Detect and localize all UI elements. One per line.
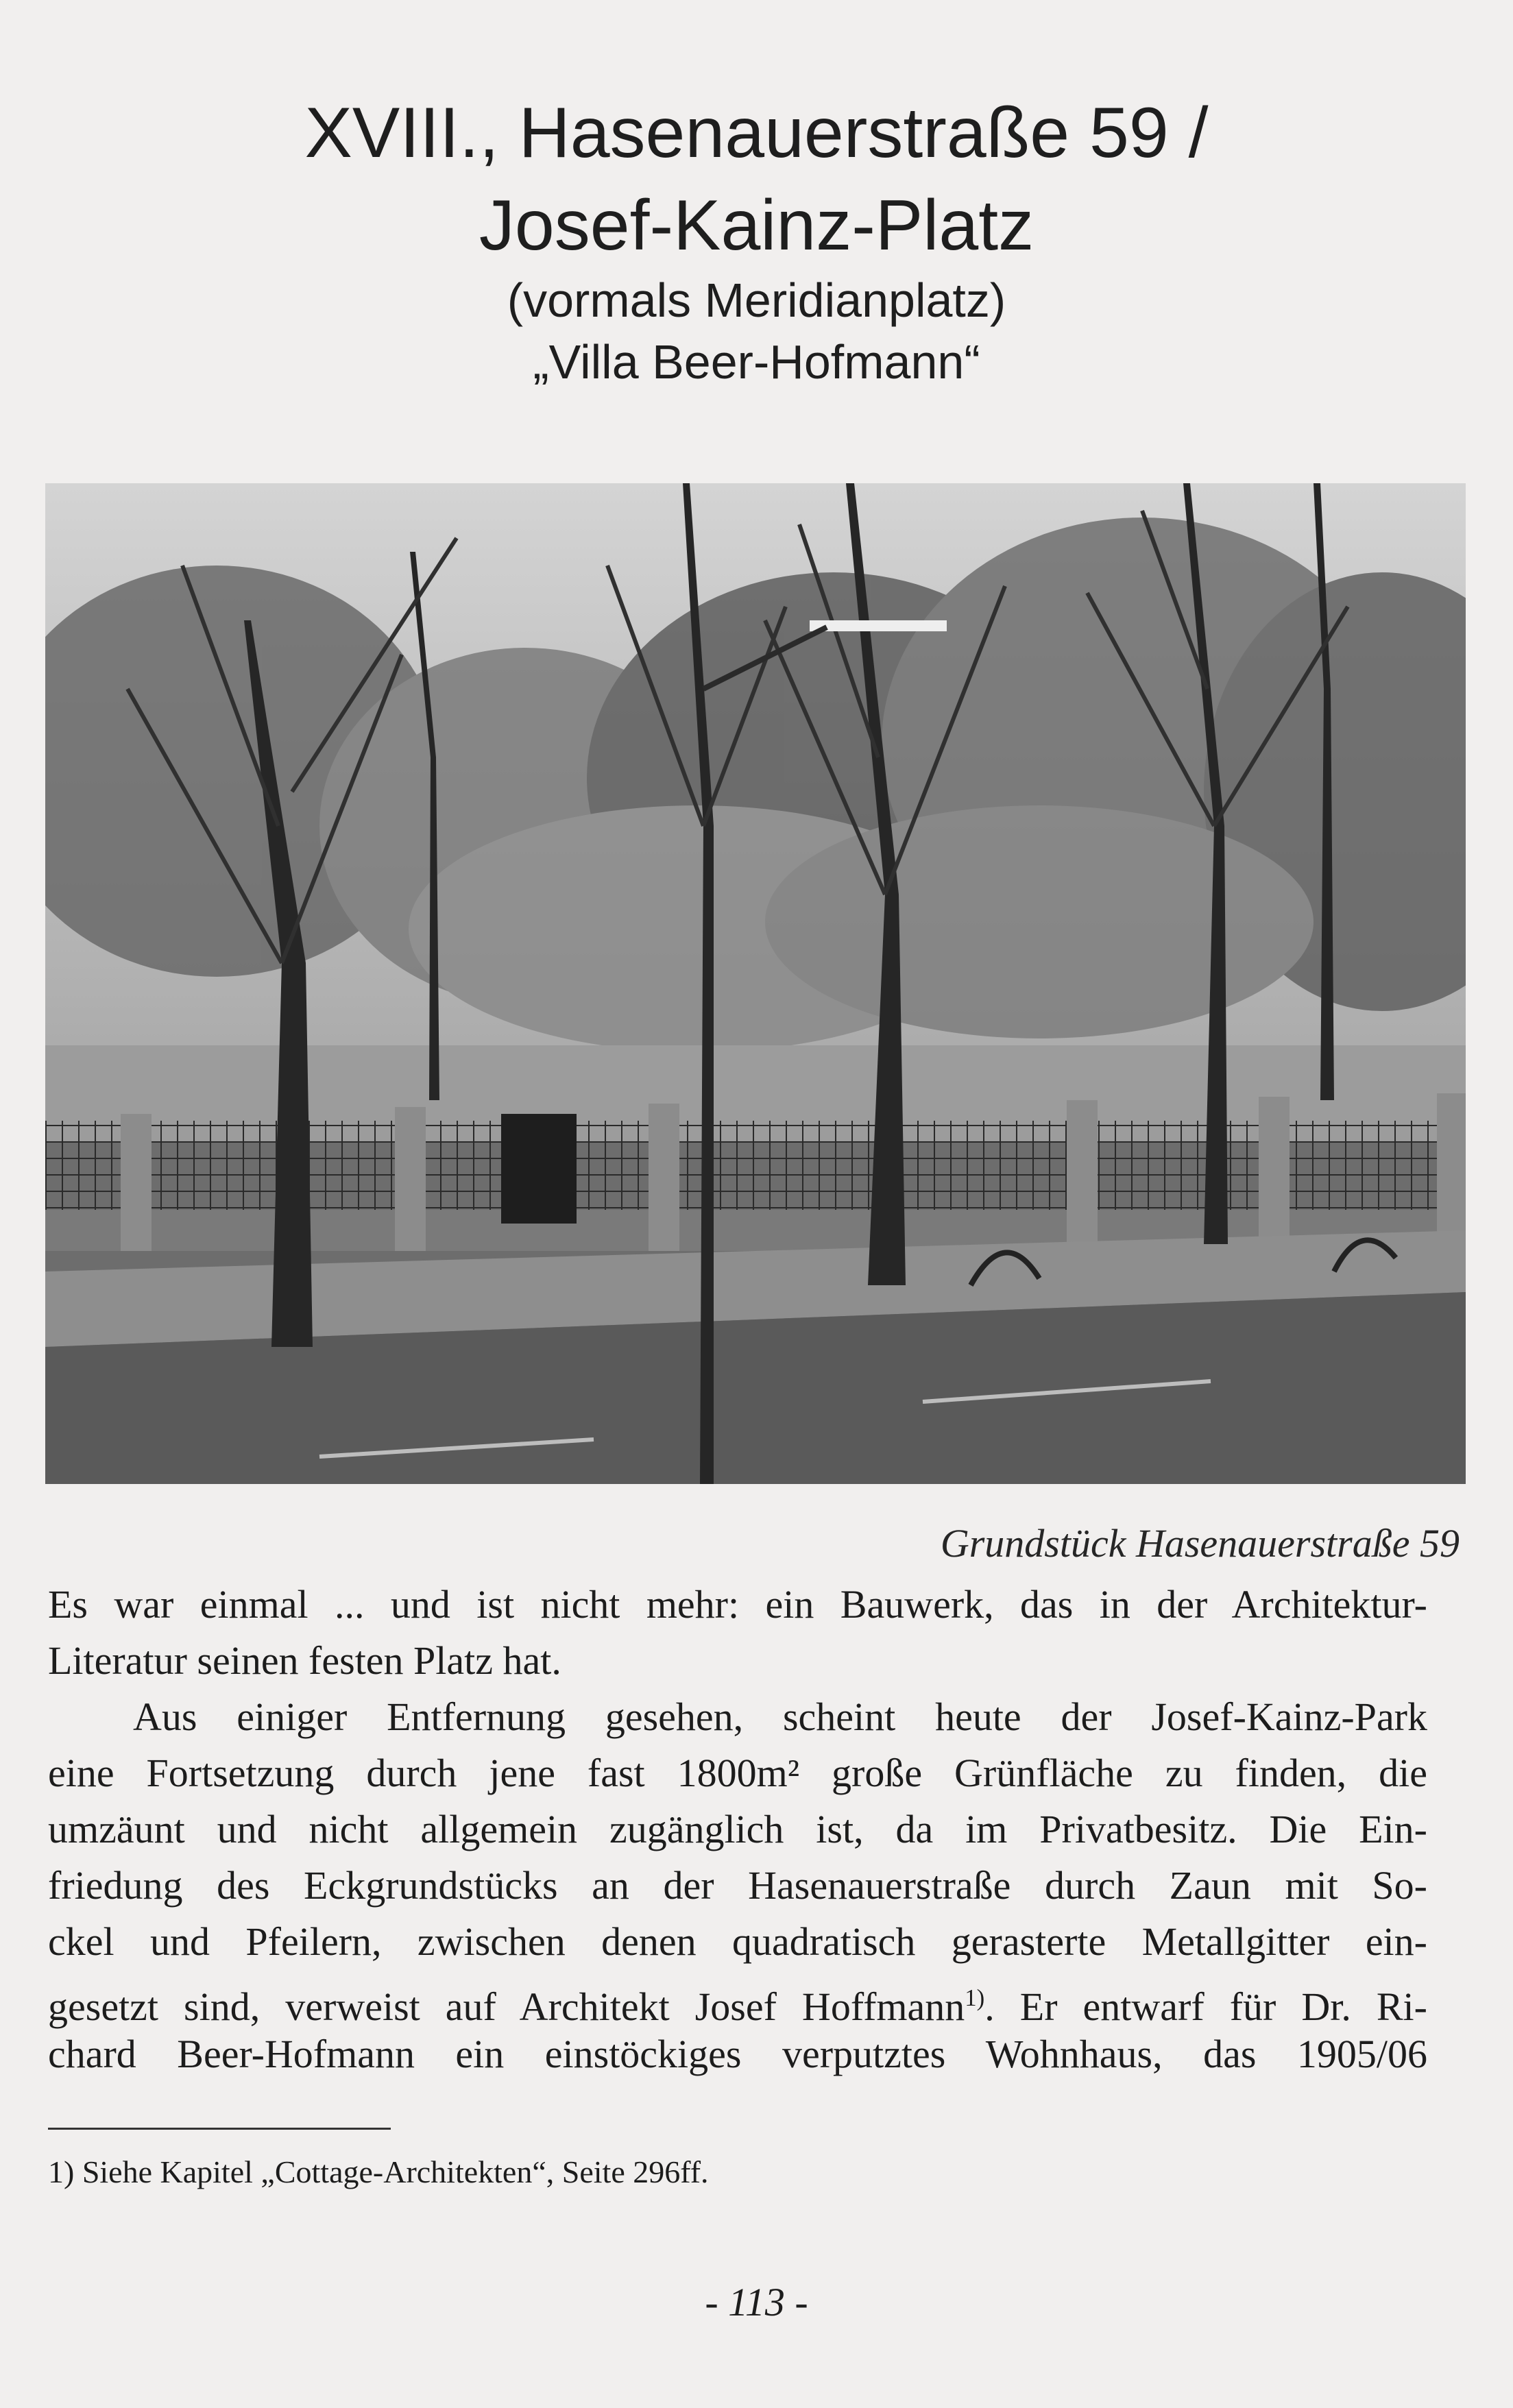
paragraph-1-line: Literatur seinen festen Platz hat. bbox=[48, 1638, 561, 1683]
paragraph-2 bbox=[48, 1689, 1427, 2082]
footnote-marker[interactable]: 1) bbox=[965, 1984, 985, 2011]
line-text: gesetzt sind, verweist auf Architekt Josef Hoffmann bbox=[48, 1984, 965, 2029]
paragraph-2-line: ckel und Pfeilern, zwischen denen quadratisch gerasterte Metallgitter ein- bbox=[48, 1919, 1427, 1964]
property-photograph bbox=[45, 483, 1466, 1484]
paragraph-2-line: umzäunt und nicht allgemein zugänglich ist, da im Privatbesitz. Die Ein- bbox=[48, 1807, 1427, 1851]
paragraph-1-line: Es war einmal ... und ist nicht mehr: ein Bauwerk, das in der Architektur- bbox=[48, 1582, 1427, 1627]
chapter-subtitle-villa-name: „Villa Beer-Hofmann“ bbox=[533, 335, 980, 389]
photo-illustration bbox=[45, 483, 1466, 1484]
paragraph-2-line: chard Beer-Hofmann ein einstöckiges verputztes Wohnhaus, das 1905/06 bbox=[48, 2032, 1427, 2076]
paragraph-1 bbox=[48, 1577, 1427, 1689]
chapter-title-line-1: XVIII., Hasenauerstraße 59 / bbox=[304, 93, 1209, 173]
footnote-divider bbox=[48, 2128, 391, 2130]
line-text: . Er entwarf für Dr. Ri- bbox=[984, 1984, 1427, 2029]
paragraph-2-line: Aus einiger Entfernung gesehen, scheint heute der Josef-Kainz-Park bbox=[133, 1694, 1427, 1739]
chapter-subtitle-former-name: (vormals Meridianplatz) bbox=[507, 273, 1006, 327]
page-number: - 113 - bbox=[705, 2280, 808, 2324]
paragraph-2-line bbox=[48, 1970, 1427, 2029]
photo-caption: Grundstück Hasenauerstraße 59 bbox=[940, 1521, 1460, 1566]
tree-foliage bbox=[45, 518, 1466, 1052]
footnote-1: 1) Siehe Kapitel „Cottage-Architekten“, Seite 296ff. bbox=[48, 2154, 709, 2189]
paragraph-2-line: eine Fortsetzung durch jene fast 1800m² große Grünfläche zu finden, die bbox=[48, 1751, 1427, 1795]
chapter-title-line-2: Josef-Kainz-Platz bbox=[479, 186, 1034, 265]
paragraph-2-line: friedung des Eckgrundstücks an der Hasenauerstraße durch Zaun mit So- bbox=[48, 1863, 1427, 1908]
